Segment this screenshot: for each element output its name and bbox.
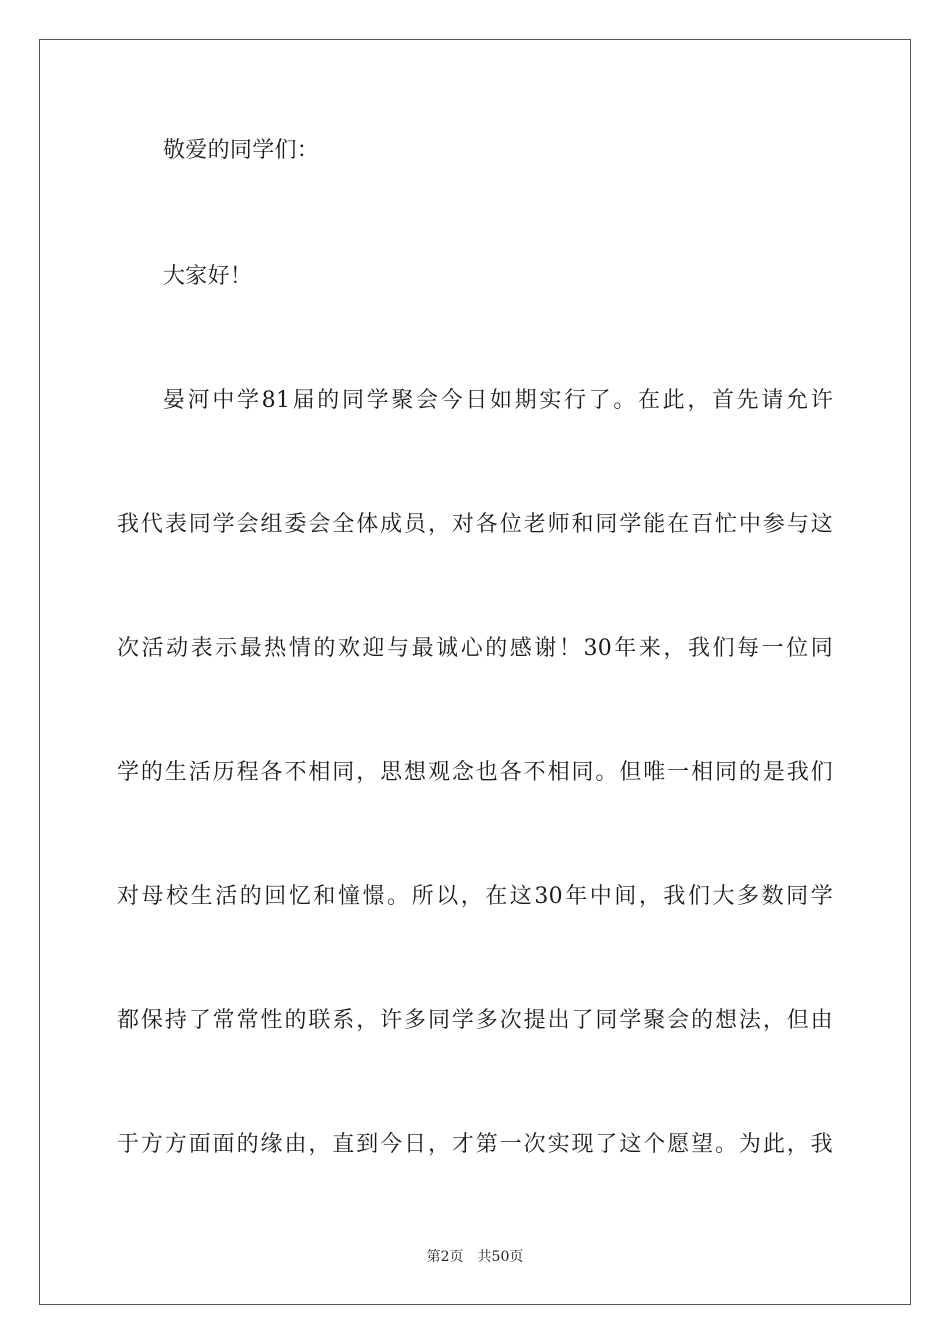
paragraph-line: 都保持了常常性的联系，许多同学多次提出了同学聚会的想法，但由 [117,1008,833,1033]
page-total: 共50页 [477,1249,524,1265]
page-frame [39,39,911,1305]
paragraph-line: 学的生活历程各不相同，思想观念也各不相同。但唯一相同的是我们 [117,760,833,785]
paragraph-line: 次活动表示最热情的欢迎与最诚心的感谢！30年来，我们每一位同 [117,636,833,661]
paragraph-line: 于方方面面的缘由，直到今日，才第一次实现了这个愿望。为此，我 [117,1132,833,1157]
paragraph-line: 对母校生活的回忆和憧憬。所以，在这30年中间，我们大多数同学 [117,884,833,909]
paragraph-line: 晏河中学81届的同学聚会今日如期实行了。在此，首先请允许 [163,388,833,413]
page-number: 第2页 [426,1249,464,1265]
page-footer [0,1248,950,1266]
paragraph-line: 我代表同学会组委会全体成员，对各位老师和同学能在百忙中参与这 [117,512,833,537]
greeting: 大家好！ [163,264,253,289]
salutation: 敬爱的同学们： [163,138,320,163]
